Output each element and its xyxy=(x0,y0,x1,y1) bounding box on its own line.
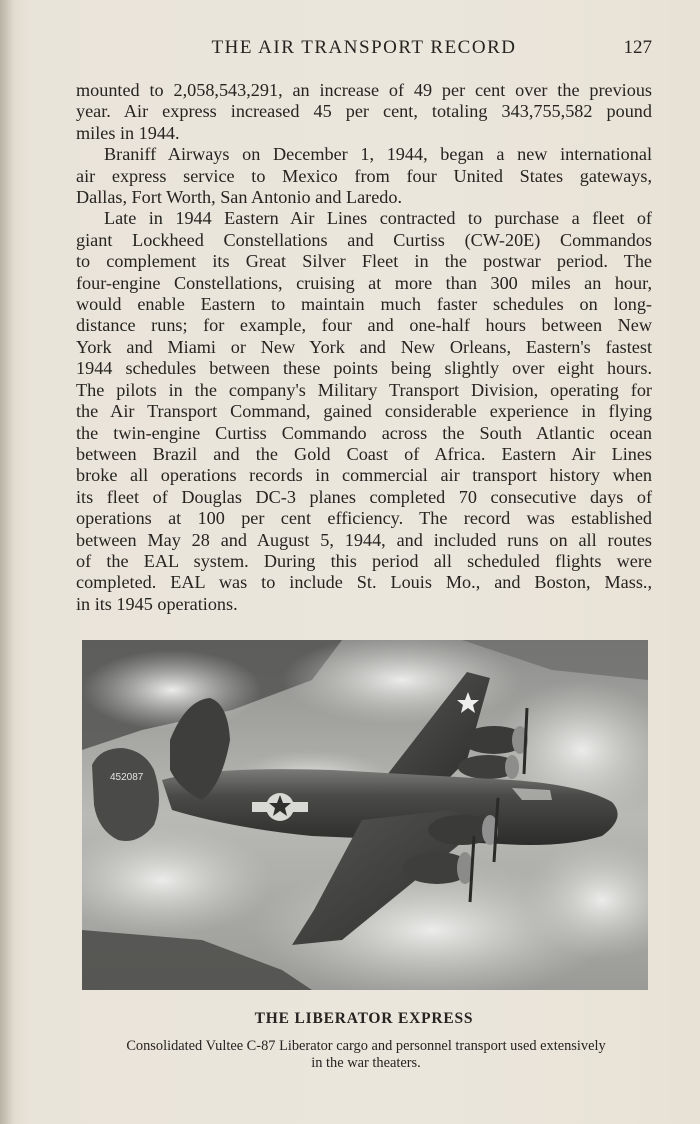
caption-title: THE LIBERATOR EXPRESS xyxy=(254,1010,474,1027)
running-head xyxy=(76,37,652,63)
spine-shadow xyxy=(0,0,14,1124)
body-text xyxy=(76,80,652,615)
caption-line: Consolidated Vultee C-87 Liberator cargo and personnel transport used extensively xyxy=(126,1038,606,1054)
text-line: Late in 1944 Eastern Air Lines contracted to purchase a fleet of xyxy=(104,208,652,229)
tail-serial-number: 452087 xyxy=(110,772,144,783)
text-line: between May 28 and August 5, 1944, and included runs on all routes xyxy=(76,529,652,550)
text-line: operations at 100 per cent efficiency. The record was established xyxy=(76,508,652,529)
running-title: THE AIR TRANSPORT RECORD xyxy=(211,37,517,58)
text-line: four-engine Constellations, cruising at more than 300 miles an hour, xyxy=(76,272,652,293)
text-line: The pilots in the company's Military Transport Division, operating for xyxy=(76,379,652,400)
caption-line: in the war theaters. xyxy=(311,1055,421,1071)
cloud xyxy=(82,650,262,730)
caption-text xyxy=(76,1038,656,1072)
text-line: air express service to Mexico from four United States gateways, xyxy=(76,165,652,186)
text-line: between Brazil and the Gold Coast of Africa. Eastern Air Lines xyxy=(76,443,652,464)
text-line: Dallas, Fort Worth, San Antonio and Laredo. xyxy=(76,187,403,208)
engine-cowl xyxy=(505,755,519,779)
text-line: Braniff Airways on December 1, 1944, began a new international xyxy=(104,144,652,165)
text-line: the Air Transport Command, gained considerable experience in flying xyxy=(76,401,652,422)
text-line: miles in 1944. xyxy=(76,122,180,143)
text-line: giant Lockheed Constellations and Curtiss (CW-20E) Commandos xyxy=(76,229,652,250)
text-line: its fleet of Douglas DC-3 planes completed 70 consecutive days of xyxy=(76,486,652,507)
text-line: in its 1945 operations. xyxy=(76,593,238,614)
text-line: 1944 schedules between these points being slightly over eight hours. xyxy=(76,358,652,379)
text-line: distance runs; for example, four and one-half hours between New xyxy=(76,315,652,336)
text-line: mounted to 2,058,543,291, an increase of 49 per cent over the previous xyxy=(76,80,652,100)
text-line: would enable Eastern to maintain much faster schedules on long- xyxy=(76,294,652,315)
text-line: year. Air express increased 45 per cent, totaling 343,755,582 pound xyxy=(76,101,652,122)
page-number: 127 xyxy=(623,37,652,58)
text-line: York and Miami or New York and New Orleans, Eastern's fastest xyxy=(76,336,652,357)
text-line: the twin-engine Curtiss Commando across the South Atlantic ocean xyxy=(76,422,652,443)
text-line: broke all operations records in commercial air transport history when xyxy=(76,465,652,486)
aircraft-photo xyxy=(82,640,648,990)
figure-caption xyxy=(76,1010,652,1072)
text-line: completed. EAL was to include St. Louis Mo., and Boston, Mass., xyxy=(76,572,652,593)
text-line: of the EAL system. During this period all scheduled flights were xyxy=(76,550,652,571)
text-line: to complement its Great Silver Fleet in the postwar period. The xyxy=(76,251,652,272)
